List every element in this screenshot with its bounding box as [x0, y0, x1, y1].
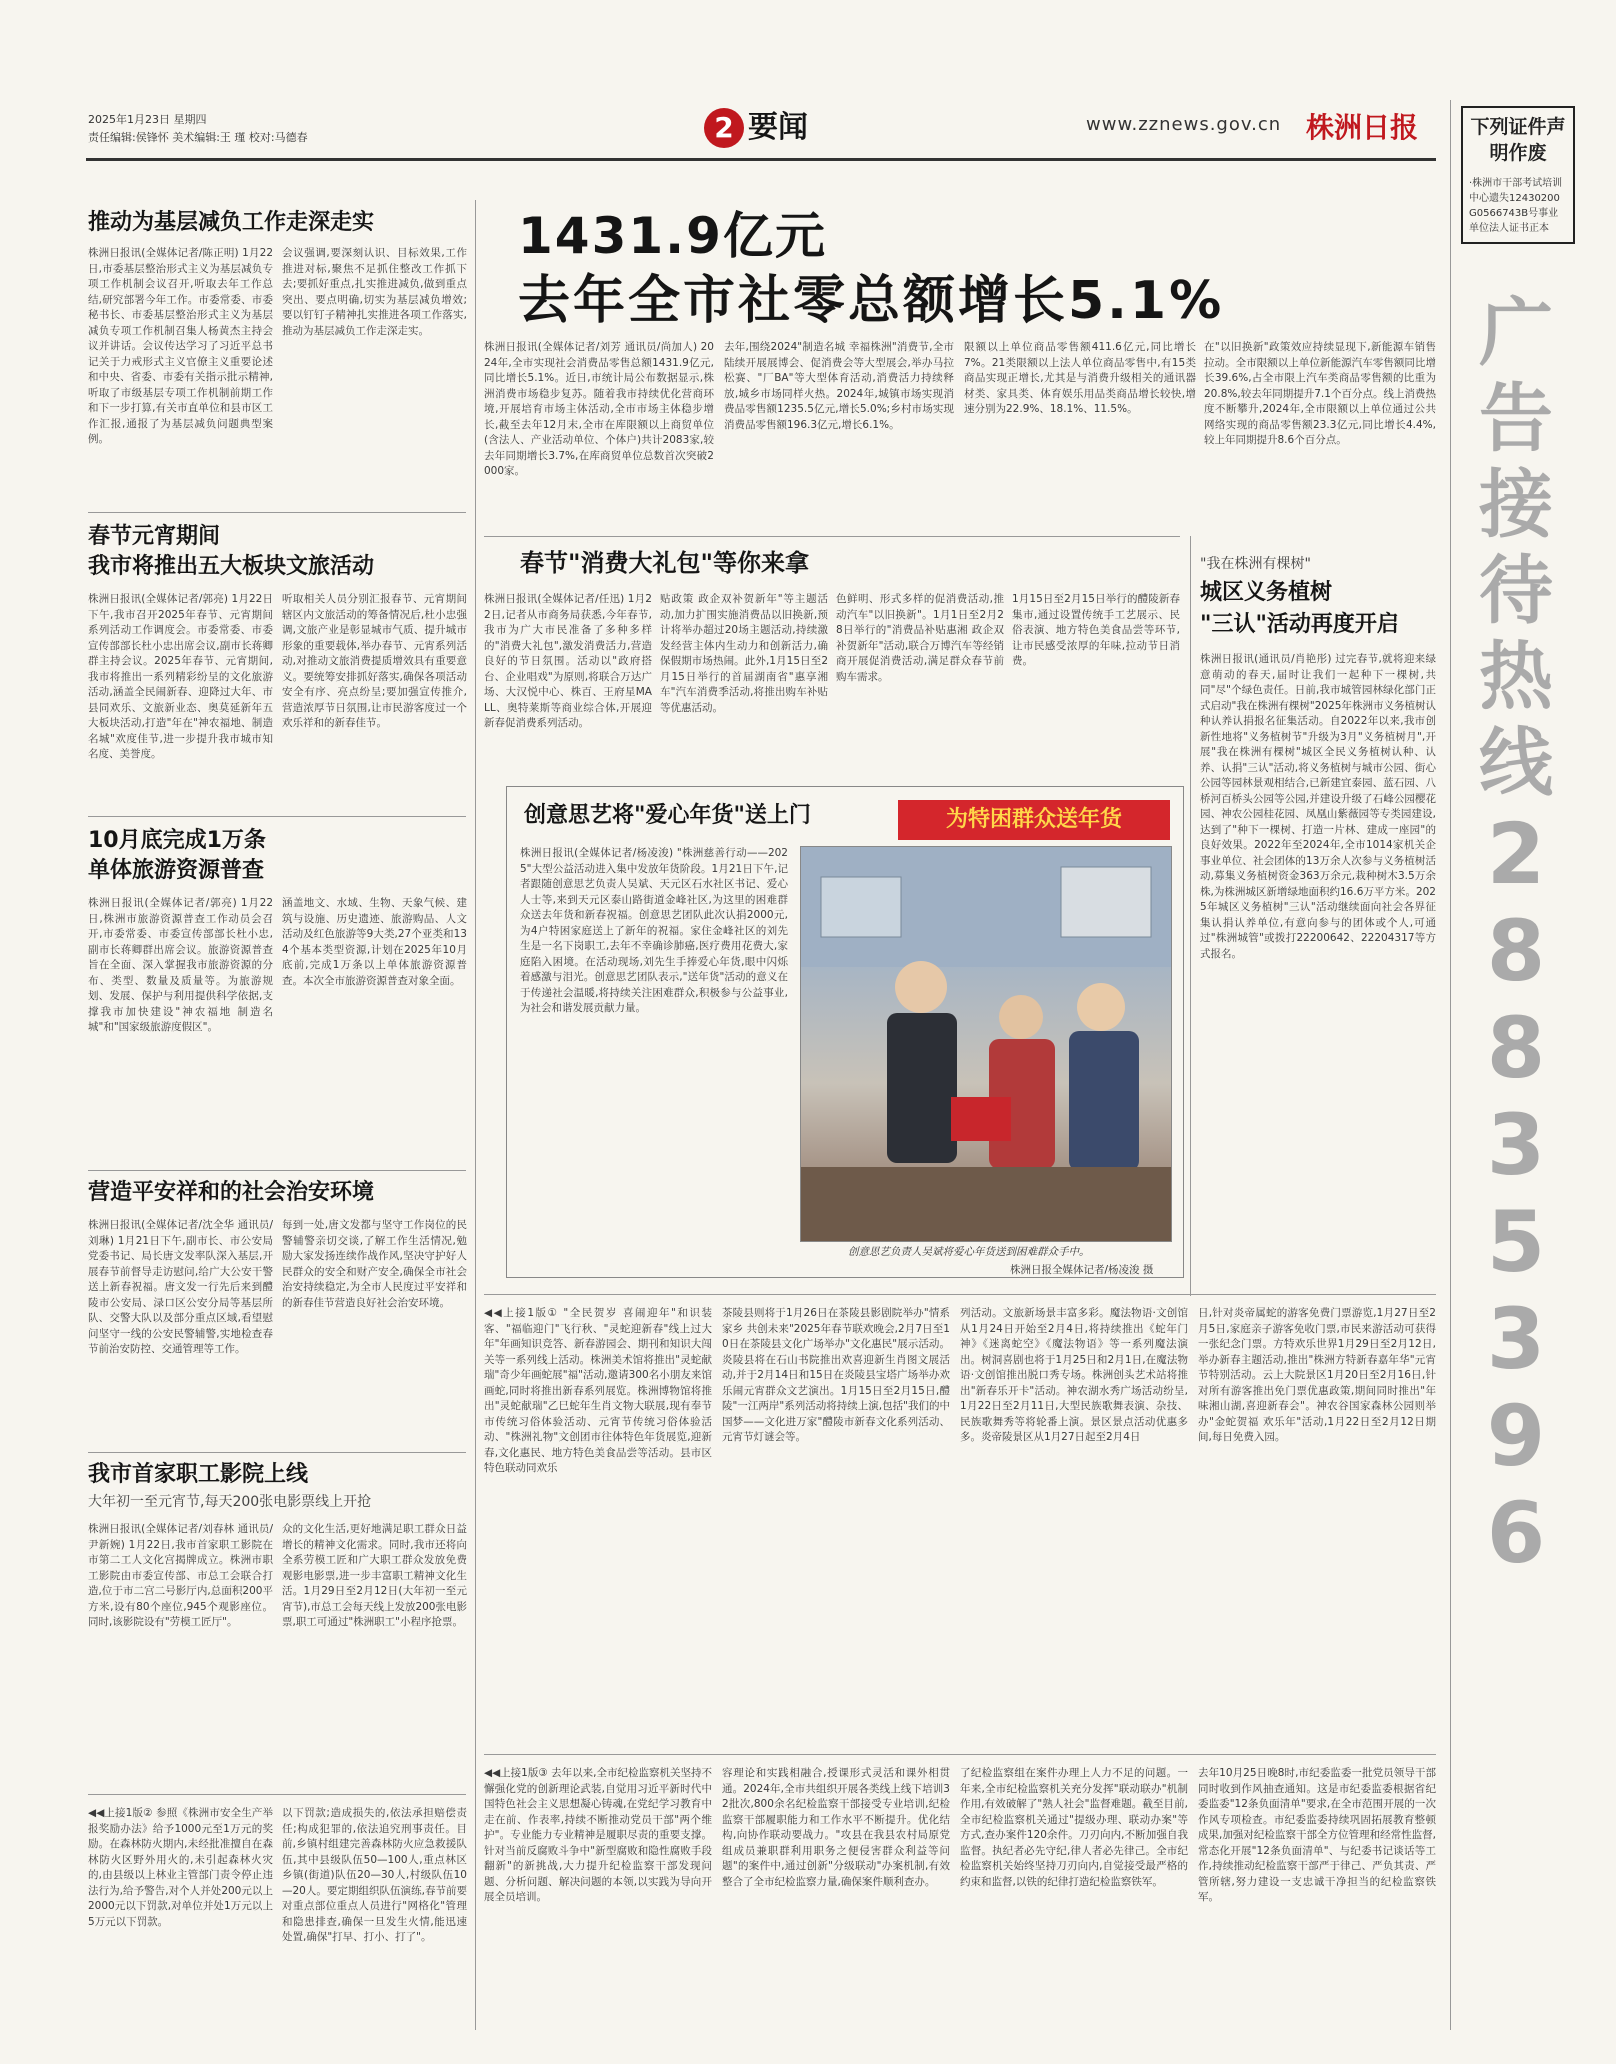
- mid-body-col2: 贴政策 政企双补贺新年"等主题活动,加力扩围实施消费品以旧换新,预计将举办超过20场主题活动,持续激发经营主体内生动力和创新活力,确保假期市场热闹。此外,1月15日至2月15日举行的首届湖南省"惠享湘车"汽车消费季活动,将推出购车补贴等优惠活动。: [660, 593, 828, 714]
- editor-credits: 责任编辑:侯锋怀 美术编辑:王 瑾 校对:马德春: [88, 131, 308, 144]
- article-3-title-2: 单体旅游资源普查: [88, 858, 265, 883]
- right-feature-title-2: "三认"活动再度开启: [1200, 612, 1399, 637]
- continuation-1-col-c: 列活动。文旅新场景丰富多彩。魔法物语·文创馆从1月24日开始至2月4日,将持续推出《蛇年门神》《迷离蛇空》《魔法物语》等一系列魔法演出。树洞喜剧也将于1月25日和2月1日,在魔法物语·文创馆推出脱口秀专场。株洲创头艺术站将推出"新春乐开卡"活动。神农湖水秀广场活动纷呈,1月22日至2月11日,大型民族歌舞表演、杂技、民族歌舞秀等将轮番上演。景区景点活动优惠多多。炎帝陵景区从1月27日起至2月4日: [960, 1307, 1188, 1443]
- lead-body-col3: 限额以上单位商品零售额411.6亿元,同比增长7%。21类限额以上法人单位商品零售中,有15类商品实现正增长,尤其是与消费升级相关的通讯器材类、家具类、体育娱乐用品类商品增长较快,增速分别为22.9%、18.1%、11.5%。: [964, 341, 1196, 415]
- article-1-body-a: 株洲日报讯(全媒体记者/陈正明) 1月22日,市委基层整治形式主义为基层减负专项工作机制会议召开,听取去年工作总结,研究部署今年工作。市委常委、市委秘书长、市委基层整治形式主义为基层减负专项工作机制召集人杨黄杰主持会议并讲话。会议传达学习了习近平总书记关于力戒形式主义官僚主义重要论述和中央、省委、市委有关指示批示精神,听取了市级基层专项工作机制前期工作和下一步打算,有关市直单位和县市区工作汇报,通报了为基层减负问题典型案例。: [88, 247, 273, 445]
- article-1-title: 推动为基层减负工作走深走实: [88, 210, 375, 235]
- banner-image: 为特困群众送年货: [898, 800, 1170, 840]
- notice-body: ·株洲市干部考试培训中心遗失12430200G0566743B号事业单位法人证书正本: [1469, 178, 1563, 234]
- right-feature-body: 株洲日报讯(通讯员/肖艳彤) 过完春节,就将迎来绿意萌动的春天,届时让我们一起种下一棵树,共同"尽"个绿色责任。日前,我市城管园林绿化部门正式启动"我在株洲有棵树"2025年株洲市义务植树认种认养认捐报名征集活动。自2022年以来,我市创新性地将"义务植树节"升级为3月"义务植树月",开展"我在株洲有棵树"城区全民义务植树认种、认养、认捐"三认"活动,将义务植树与城市公园、街心公园等园林景观相结合,已新建宜泰园、蓝石园、八桥河百桥头公园等公园,并建设升级了石峰公园樱花园、神农公园桂花园、凤凰山紫薇园等专类园建设,达到了"种下一棵树、打造一片林、建成一座园"的良好效果。2022年至2024年,全市1014家机关企事业单位、社会团体的13万余人次参与义务植树活动,募集义务植树资金363万余元,栽种树木3.5万余株,为株洲城区新增绿地面积约16.6万平方米。2025年城区义务植树"三认"活动继续面向社会各界征集认捐认养单位,有意向参与的团体或个人,可通过"株洲城管"或拨打22200642、22204317等方式报名。: [1200, 653, 1436, 960]
- mid-article-title: 春节"消费大礼包"等你来拿: [520, 549, 810, 577]
- photo-illustration: [801, 847, 1171, 1241]
- photo-credit: 株洲日报全媒体记者/杨凌浚 摄: [1010, 1264, 1154, 1276]
- article-1-body-b: 会议强调,要深刻认识、目标效果,工作推进对标,聚焦不足抓住整改工作抓下去;要抓好重点,扎实推进减负,做到重点突出、要点明确,切实为基层减负增效;要以钉钉子精神扎实推进各项工作落实,推动为基层减负工作走深走实。: [282, 247, 467, 337]
- right-feature-title-1: 城区义务植树: [1200, 580, 1333, 605]
- continuation-1-col-d: 日,针对炎帝属蛇的游客免费门票游览,1月27日至2月5日,家庭亲子游客免收门票,市民来游活动可获得一张纪念门票。方特欢乐世界1月29日至2月12日,举办新春主题活动,推出"株洲方特新春嘉年华"元宵节特别活动。云上大院景区1月20日至2月16日,针对所有游客推出免门票优惠政策,期间同时推出"年味湘山湖,喜迎新春会"。神农谷国家森林公园则举办"金蛇贺福 欢乐年"活动,1月22日至2月12日期间,每日免费入园。: [1198, 1307, 1436, 1443]
- article-3-title-1: 10月底完成1万条: [88, 828, 266, 853]
- continuation-1-col-b: 茶陵县则将于1月26日在茶陵县影剧院举办"情系家乡 共创未来"2025年春节联欢晚会,2月7日至10日在茶陵县文化广场举办"文化惠民"展示活动。炎陵县将在石山书院推出欢喜迎新生肖图文展活动,并于2月14日和15日在炎陵县宝塔广场举办欢乐闹元宵群众文艺演出。1月15日至2月15日,醴陵"一江两岸"系列活动将持续上演,包括"我们的中国梦——文化进万家"醴陵市新春文化系列活动、元宵节灯谜会等。: [722, 1307, 950, 1443]
- ad-hotline-number: 28835396: [1486, 805, 1546, 1582]
- page-number-badge: 2: [704, 108, 744, 148]
- continuation-3-col-d: 去年10月25日晚8时,市纪委监委一批党员领导干部同时收到作风抽查通知。这是市纪委监委根据省纪委监委"12条负面清单"要求,在全市范围开展的一次作风专项检查。市纪委监委持续巩固拓展教育整顿成果,加强对纪检监察干部全方位管理和经常性监督,常态化开展"12条负面清单"、与纪委书记谈话等工作,持续推动纪检监察干部严于律己、严负其责、严管所辖,努力建设一支忠诚干净担当的纪检监察铁军。: [1198, 1767, 1436, 1903]
- issue-date: 2025年1月23日 星期四: [88, 113, 207, 126]
- website-url: www.zznews.gov.cn: [1086, 114, 1282, 135]
- article-2-body-a: 株洲日报讯(全媒体记者/郭亮) 1月22日下午,我市召开2025年春节、元宵期间系列活动工作调度会。市委常委、市委宣传部部长杜小忠出席会议,副市长蒋卿群主持会议。2025年春节、元宵期间,我市将推出一系列精彩纷呈的文化旅游活动,涵盖全民闹新春、迎降过大年、市县同欢乐、文旅新业态、奥莫延新年五大板块活动,打造"年在"神农福地、制造名城"欢度佳节,进一步提升我市城市知名度、美誉度。: [88, 593, 273, 760]
- article-5-title: 我市首家职工影院上线: [88, 1462, 309, 1487]
- continuation-3-col-b: 容理论和实践相融合,授课形式灵活和课外相贯通。2024年,全市共组织开展各类线上线下培训32批次,800余名纪检监察干部接受专业培训,纪检监察干部履职能力和工作水平不断提升。优化结构,向协作联动要战力。"攻县在我县农村局原党组成员兼职群利用职务之便侵害群众利益等问题"的案件中,通过创新"分级联动"办案机制,有效整合了全市纪检监察力量,确保案件顺利查办。: [722, 1767, 950, 1888]
- article-4-title: 营造平安祥和的社会治安环境: [88, 1180, 375, 1205]
- notice-box: [1461, 106, 1575, 244]
- continuation-1-col-a: ◀◀上接1版① "全民贺岁 喜闹迎年"和识装客、"福临迎门"飞行秋、"灵蛇迎新春"线上过大年"年画知识竞答、新春游园会、期刊和知识大闯关等一系列线上活动。株洲美术馆将推出"灵蛇献瑞"奇少年画蛇展"福"活动,邀请300名小朋友来馆画蛇,同时将推出新春系列展览。株洲博物馆将推出"灵蛇献瑞"乙巳蛇年生肖文物大联展,现有奉节市传统习俗体验活动、元宵节传统习俗体验活动、"株洲礼物"文创团市往体特色年货展览,迎新春,文化惠民、地方特色美食品尝等活动。县市区特色联动同欢乐: [484, 1307, 712, 1474]
- column-rule: [475, 200, 476, 2030]
- article-2-title-2: 我市将推出五大板块文旅活动: [88, 554, 375, 579]
- article-4-body-b: 每到一处,唐文发都与坚守工作岗位的民警辅警亲切交谈,了解工作生活情况,勉励大家发扬连续作战作风,坚决守护好人民群众的安全和财产安全,确保全市社会治安持续稳定,为全市人民度过平安祥和的新春佳节营造良好社会治安环境。: [282, 1219, 467, 1309]
- paper-logo: 株洲日报: [1306, 111, 1419, 144]
- news-photo: [800, 846, 1172, 1242]
- photo-caption: 创意思艺负责人吴斌将爱心年货送到困难群众手中。: [848, 1246, 1090, 1258]
- divider: [88, 1452, 466, 1453]
- right-feature-kicker: "我在株洲有棵树": [1200, 556, 1311, 572]
- continuation-3-col-a: ◀◀上接1版③ 去年以来,全市纪检监察机关坚持不懈强化党的创新理论武装,自觉用习近平新时代中国特色社会主义思想凝心铸魂,在党纪学习教育中走在前、作表率,持续不断推动党员干部"两个维护"。专业能力专业精神是履职尽责的重要支撑。针对当前反腐败斗争中"新型腐败和隐性腐败手段翻新"的新挑战,大力提升纪检监察干部发现问题、分析问题、解决问题的本领,以实践为导向开展全员培训。: [484, 1767, 712, 1903]
- mid-body-col4: 1月15日至2月15日举行的醴陵新春集市,通过设置传统手工艺展示、民俗表演、地方特色美食品尝等环节,让市民感受浓厚的年味,拉动节日消费。: [1012, 593, 1180, 667]
- mid-body-col3: 色鲜明、形式多样的促消费活动,推动汽车"以旧换新"。1月1日至2月28日举行的"消费品补贴惠湘 政企双补贺新年"活动,联合万博汽车等经销商开展促消费活动,满足群众春节前购车需求。: [836, 593, 1004, 683]
- continuation-2-col-b: 以下罚款;造成损失的,依法承担赔偿责任;构成犯罪的,依法追究刑事责任。目前,乡镇村组建完善森林防火应急救援队伍,其中县级队伍50—100人,重点林区乡镇(街道)队伍20—30人,村级队伍10—20人。要定期组织队伍演练,春节前要对重点部位重点人员进行"网格化"管理和隐患排查,确保一旦发生火情,能迅速处置,确保"打早、打小、打了"。: [282, 1807, 467, 1943]
- article-2-title-1: 春节元宵期间: [88, 524, 221, 549]
- article-3-body-b: 涵盖地文、水域、生物、天象气候、建筑与设施、历史遗迹、旅游购品、人文活动及红色旅游等9大类,27个亚类和134个基本类型资源,计划在2025年10月底前,完成1万条以上单体旅游资源普查。本次全市旅游资源普查对象全面。: [282, 897, 467, 987]
- divider: [88, 816, 466, 817]
- lead-body-col2: 去年,围绕2024"制造名城 幸福株洲"消费节,全市陆续开展展博会、促消费会等大型展会,举办马拉松赛、"厂BA"等大型体育活动,消费活力持续释放,城乡市场同样火热。2024年,城镇市场实现消费品零售额1235.5亿元,增长5.0%;乡村市场实现消费品零售额196.3亿元,增长6.1%。: [724, 341, 954, 431]
- article-3-body-a: 株洲日报讯(全媒体记者/郭亮) 1月22日,株洲市旅游资源普查工作动员会召开,市委常委、市委宣传部部长杜小忠,副市长蒋卿群出席会议。旅游资源普查旨在全面、深入掌握我市旅游资源的分布、类型、数量及质量等。为旅游规划、发展、保护与利用提供科学依据,支撑我市加快建设"神农福地 制造名城"和"国家级旅游度假区"。: [88, 897, 273, 1033]
- continuation-2-col-a: ◀◀上接1版② 参照《株洲市安全生产举报奖励办法》给予1000元至1万元的奖励。在森林防火期内,未经批准擅自在森林防火区野外用火的,未引起森林火灾的,由县级以上林业主管部门责令停止违法行为,给予警告,对个人并处200元以上2000元以下罚款,对单位并处1万元以上5万元以下罚款。: [88, 1807, 273, 1928]
- ad-sidebar: [1450, 100, 1581, 2030]
- boxed-body: 株洲日报讯(全媒体记者/杨凌浚) "株洲慈善行动——2025"大型公益活动进入集中发放年货阶段。1月21日下午,记者跟随创意思艺负责人吴斌、天元区石水社区书记、爱心人士等,来到天元区泰山路街道金峰社区,为这里的困难群众送去年货和新春祝福。创意思艺团队此次认捐2000元,为4户特困家庭送上了新年的祝福。家住金峰社区的刘先生是一名下岗职工,去年不幸确诊肺癌,医疗费用花费大,家庭陷入困境。在活动现场,刘先生手捧爱心年货,眼中闪烁着感激与泪光。创意思艺团队表示,"送年货"活动的意义在于传递社会温暖,将持续关注困难群众,积极参与公益事业,为社会和谐发展贡献力量。: [520, 847, 788, 1014]
- article-5-body-b: 众的文化生活,更好地满足职工群众日益增长的精神文化需求。同时,我市还将向全系劳模工匠和广大职工群众发放免费观影电影票,进一步丰富职工精神文化生活。1月29日至2月12日(大年初一至元宵节),市总工会每天线上发放200张电影票,职工可通过"株洲职工"小程序抢票。: [282, 1523, 467, 1628]
- lead-body-col1: 株洲日报讯(全媒体记者/刘芳 通讯员/尚加人) 2024年,全市实现社会消费品零售总额1431.9亿元,同比增长5.1%。近日,市统计局公布数据显示,株洲消费市场稳步复苏。随着我市持续优化营商环境,开展培育市场主体活动,全市市场主体稳步增长,截至去年12月末,全市在库限额以上商贸单位(含法人、产业活动单位、个体户)共计2083家,较去年同期增长3.7%,在库商贸单位总数首次突破2000家。: [484, 341, 714, 477]
- divider: [88, 1170, 466, 1171]
- ad-hotline-label: 广告接待热线: [1479, 290, 1553, 806]
- divider: [484, 1754, 1436, 1755]
- article-2-body-b: 听取相关人员分别汇报春节、元宵期间辖区内文旅活动的筹备情况后,杜小忠强调,文旅产业是彰显城市气质、提升城市形象的重要载体,举办春节、元宵系列活动,对推动文旅消费提质增效具有重要意义。要统筹安排抓好落实,确保各项活动安全有序、亮点纷呈;要加强宣传推介,营造浓厚节日氛围,让市民游客度过一个欢乐祥和的新春佳节。: [282, 593, 467, 729]
- divider: [88, 512, 466, 513]
- divider: [88, 1794, 466, 1795]
- continuation-3-col-c: 了纪检监察组在案件办理上人力不足的问题。一年来,全市纪检监察机关充分发挥"联动联办"机制作用,有效破解了"熟人社会"监督难题。截至目前,全市纪检监察机关通过"提级办理、联动办案"等方式,查办案件120余件。刀刃向内,不断加强自我监督。执纪者必先守纪,律人者必先律己。全市纪检监察机关始终坚持刀刃向内,自觉接受最严格的约束和监督,以铁的纪律打造纪检监察铁军。: [960, 1767, 1188, 1888]
- divider: [484, 536, 1180, 537]
- lead-headline-2: 去年全市社零总额增长5.1%: [518, 271, 1225, 331]
- article-4-body-a: 株洲日报讯(全媒体记者/沈全华 通讯员/刘琳) 1月21日下午,副市长、市公安局党委书记、局长唐文发率队深入基层,开展春节前督导走访慰问,给广大公安干警送上新春祝福。唐文发一行先后来到醴陵市公安局、渌口区公安分局等基层所队、交警大队以及部分重点区域,看望慰问坚守一线的公安民警辅警,实地检查春节前治安防控、交通管理等工作。: [88, 1219, 273, 1355]
- column-rule: [1190, 536, 1191, 1296]
- article-5-body-a: 株洲日报讯(全媒体记者/刘春林 通讯员/尹新婉) 1月22日,我市首家职工影院在市第二工人文化宫揭牌成立。株洲市职工影院由市委宣传部、市总工会联合打造,位于市二宫二号影厅内,总面积200平方米,设有80个座位,945个观影座位。同时,该影院设有"劳模工匠厅"。: [88, 1523, 273, 1628]
- section-name: 要闻: [748, 110, 808, 145]
- article-5-subtitle: 大年初一至元宵节,每天200张电影票线上开抢: [88, 1494, 372, 1510]
- divider: [484, 1294, 1436, 1295]
- lead-headline-1: 1431.9亿元: [518, 207, 827, 265]
- notice-title: 下列证件声明作废: [1470, 116, 1566, 164]
- boxed-title: 创意思艺将"爱心年货"送上门: [524, 803, 811, 828]
- masthead-rule: [86, 158, 1436, 161]
- mid-body-col1: 株洲日报讯(全媒体记者/任迅) 1月22日,记者从市商务局获悉,今年春节,我市为广大市民准备了多种多样的"消费大礼包",激发消费活力,营造良好的节日氛围。活动以"政府搭台、企业唱戏"为原则,将联合万达广场、大汉悦中心、株百、王府星MALL、奥特莱斯等商业综合体,开展迎新春促消费系列活动。: [484, 593, 652, 729]
- lead-body-col4: 在"以旧换新"政策效应持续显现下,新能源车销售拉动。全市限额以上单位新能源汽车零售额同比增长39.6%,占全市限上汽车类商品零售额的比重为20.8%,较去年同期提升7.1个百分点。线上消费热度不断攀升,2024年,全市限额以上单位通过公共网络实现的商品零售额23.3亿元,同比增长4.4%,较上年同期提升8.6个百分点。: [1204, 341, 1436, 446]
